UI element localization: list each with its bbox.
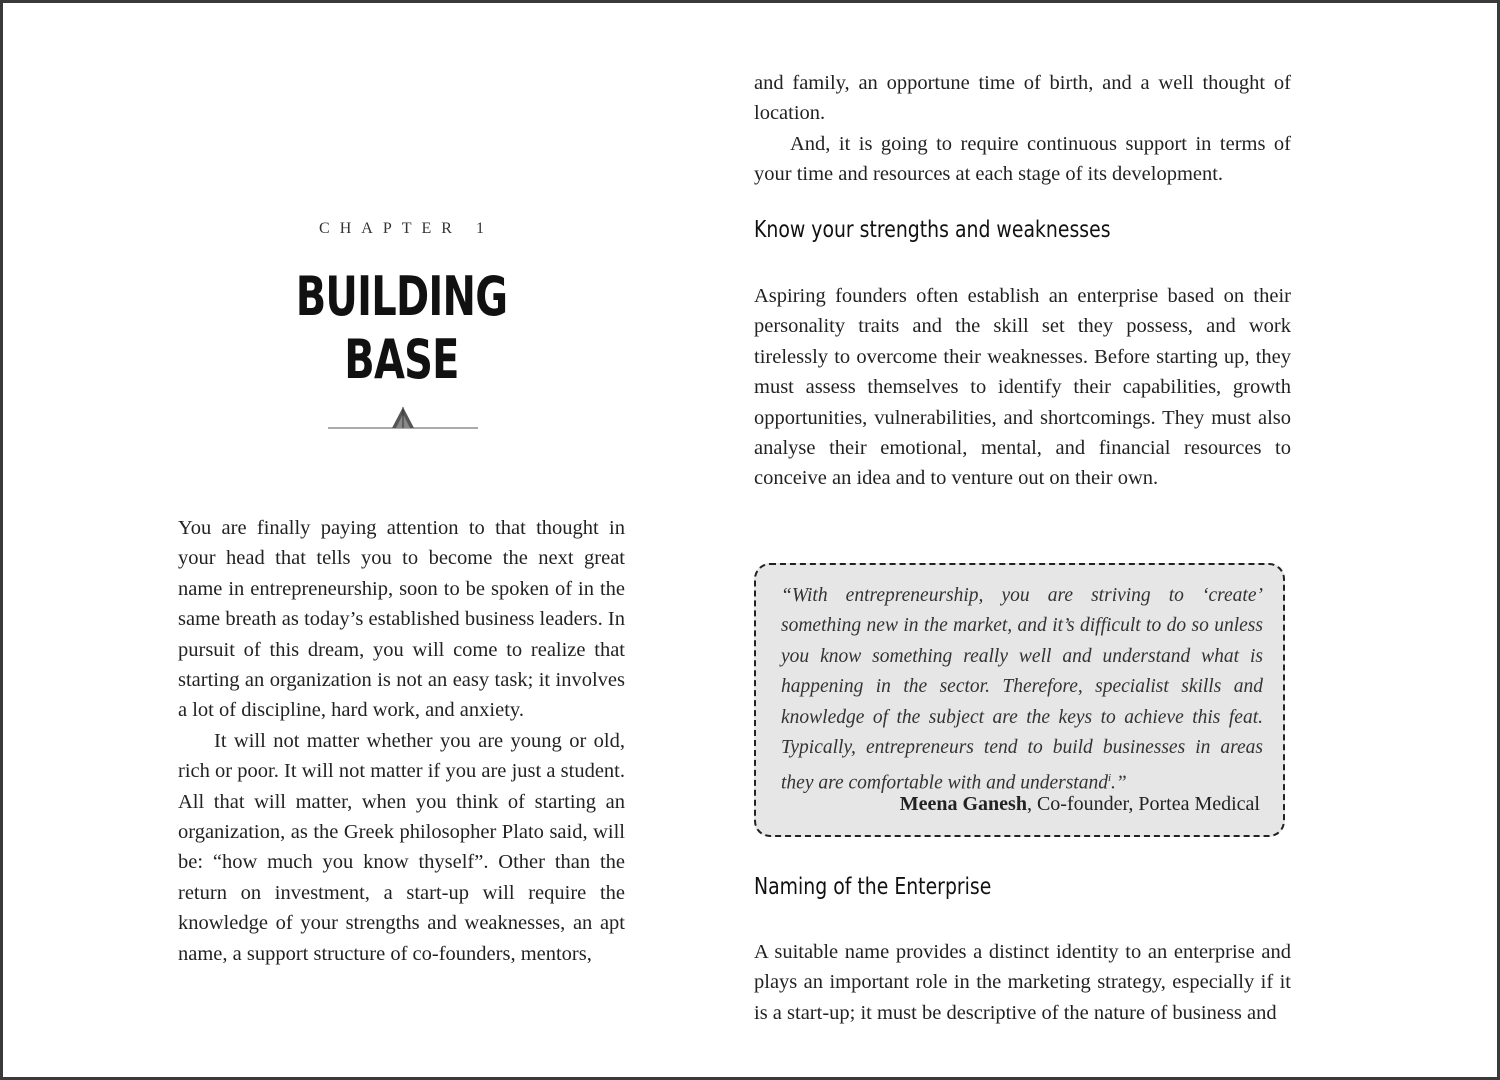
paragraph: And, it is going to require continuous support in terms of your time and resources at each stage of its development.	[754, 132, 1291, 186]
chapter-label: CHAPTER 1	[319, 220, 494, 237]
right-top-text	[754, 68, 1291, 190]
quote-box	[754, 563, 1285, 837]
section-heading: Naming of the Enterprise	[754, 874, 992, 900]
chapter-ornament-icon	[328, 401, 478, 431]
paragraph: Aspiring founders often establish an enterprise based on their personality traits and the skill set they possess, and work tirelessly to overcome their weaknesses. Before starting up, they must assess themselves to identify their capabilities, growth opportunities, vulnerabilities, and shortcomings. They must also analyse their emotional, mental, and financial resources to conceive an idea and to venture out on their own.	[754, 285, 1291, 490]
book-spread	[3, 3, 1497, 1077]
quote-text	[781, 581, 1263, 799]
quote-author: Meena Ganesh	[899, 793, 1027, 815]
strengths-text	[754, 281, 1291, 494]
paragraph: A suitable name provides a distinct identity to an enterprise and plays an important role in the marketing strategy, especially if it is a start-up; it must be descriptive of the nature of business and	[754, 941, 1291, 1024]
paragraph: and family, an opportune time of birth, and a well thought of location.	[754, 72, 1291, 125]
quote-body: “With entrepreneurship, you are striving to ‘create’ something new in the market, and it’s difficult to do so unless you know something really well and understand what is happening in the sector. Therefore, specialist skills and knowledge of the subject are the keys to achieve this feat. Typically, entrepreneurs tend to build businesses in areas they are comfortable with and understand	[781, 585, 1263, 794]
left-body	[178, 513, 625, 969]
left-page	[178, 3, 625, 1077]
paragraph: It will not matter whether you are young or old, rich or poor. It will not matter if you are just a student. All that will matter, when you think of starting an organization, as the Greek philosopher Plato said, will be: “how much you know thyself”. Other than the return on investment, a start-up will require the knowledge of your strengths and weaknesses, an apt name, a support structure of co-founders, mentors,	[178, 729, 625, 965]
naming-text	[754, 937, 1291, 1028]
right-page	[754, 3, 1291, 1077]
chapter-title: BUILDING BASE	[295, 265, 508, 391]
section-heading: Know your strengths and weaknesses	[754, 217, 1111, 243]
quote-role: , Co-founder, Portea Medical	[1026, 793, 1260, 815]
footnote-marker: i	[1107, 772, 1112, 785]
paragraph: You are finally paying attention to that thought in your head that tells you to become the next great name in entrepreneurship, soon to be spoken of in the same breath as today’s established business leaders. In pursuit of this dream, you will come to realize that starting an organization is not an easy task; it involves a lot of discipline, hard work, and anxiety.	[178, 517, 625, 722]
quote-closing: .”	[1111, 772, 1127, 794]
quote-attribution	[900, 793, 1260, 816]
